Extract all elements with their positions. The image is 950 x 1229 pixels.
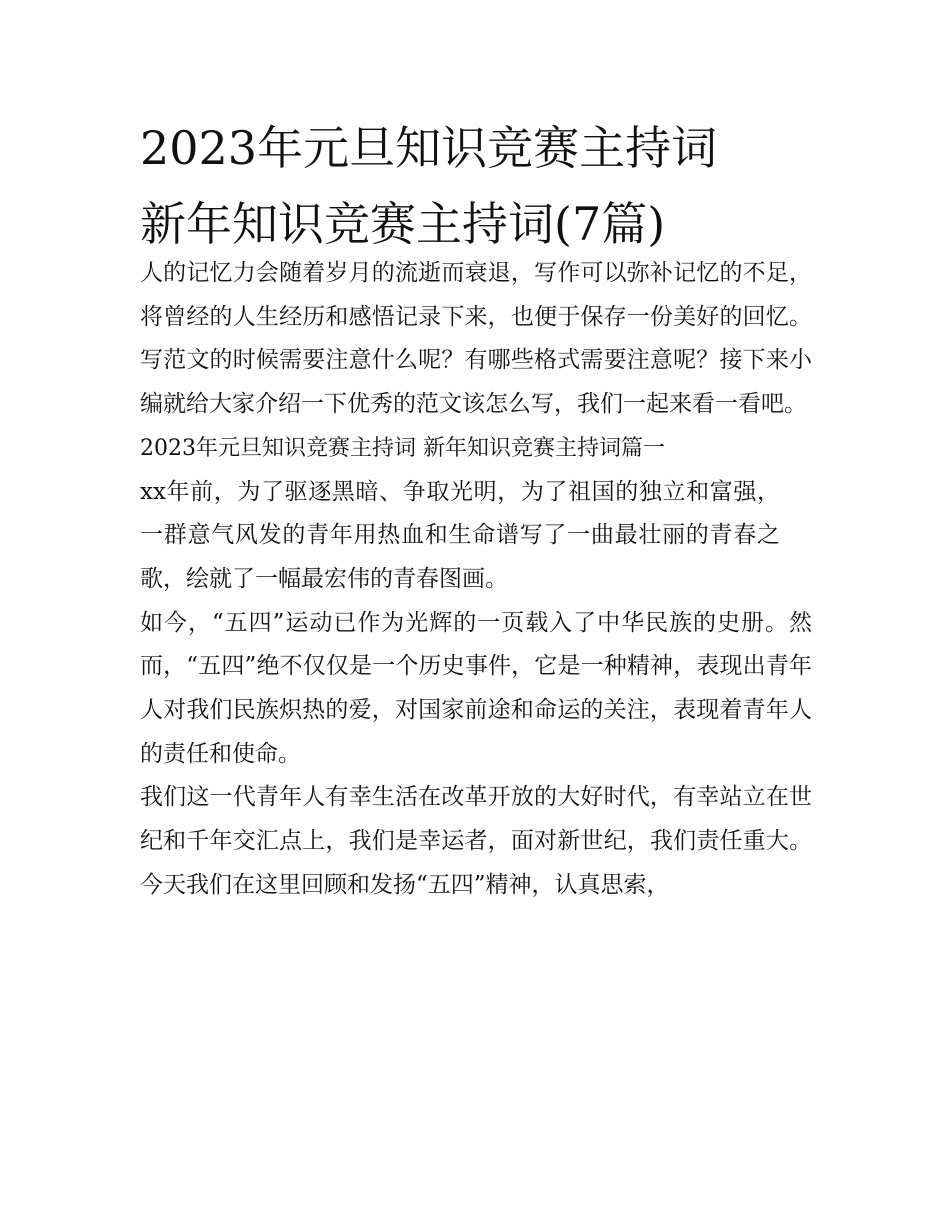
section-heading: 2023年元旦知识竞赛主持词 新年知识竞赛主持词篇一 xyxy=(140,435,665,461)
intro-paragraph: 人的记忆力会随着岁月的流逝而衰退，写作可以弥补记忆的不足，将曾经的人生经历和感悟记录下来，也便于保存一份美好的回忆。写范文的时候需要注意什么呢？有哪些格式需要注意呢？接下来小编就给大家介绍一下优秀的范文该怎么写，我们一起来看一看吧。 xyxy=(140,260,812,418)
document-body xyxy=(140,252,812,908)
document-title-line-1: 2023年元旦知识竞赛主持词 xyxy=(140,121,718,175)
body-paragraph-1: xx年前，为了驱逐黑暗、争取光明，为了祖国的独立和富强，一群意气风发的青年用热血和生命谱写了一曲最壮丽的青春之歌，绘就了一幅最宏伟的青春图画。 xyxy=(140,478,780,592)
body-paragraph-3: 我们这一代青年人有幸生活在改革开放的大好时代，有幸站立在世纪和千年交汇点上，我们是幸运者，面对新世纪，我们责任重大。今天我们在这里回顾和发扬“五四”精神，认真思索， xyxy=(140,784,812,898)
body-paragraph-2: 如今，“五四”运动已作为光辉的一页载入了中华民族的史册。然而，“五四”绝不仅仅是一个历史事件，它是一种精神，表现出青年人对我们民族炽热的爱，对国家前途和命运的关注，表现着青年人的责任和使命。 xyxy=(140,609,812,767)
document-title-line-2: 新年知识竞赛主持词(7篇) xyxy=(140,197,666,251)
